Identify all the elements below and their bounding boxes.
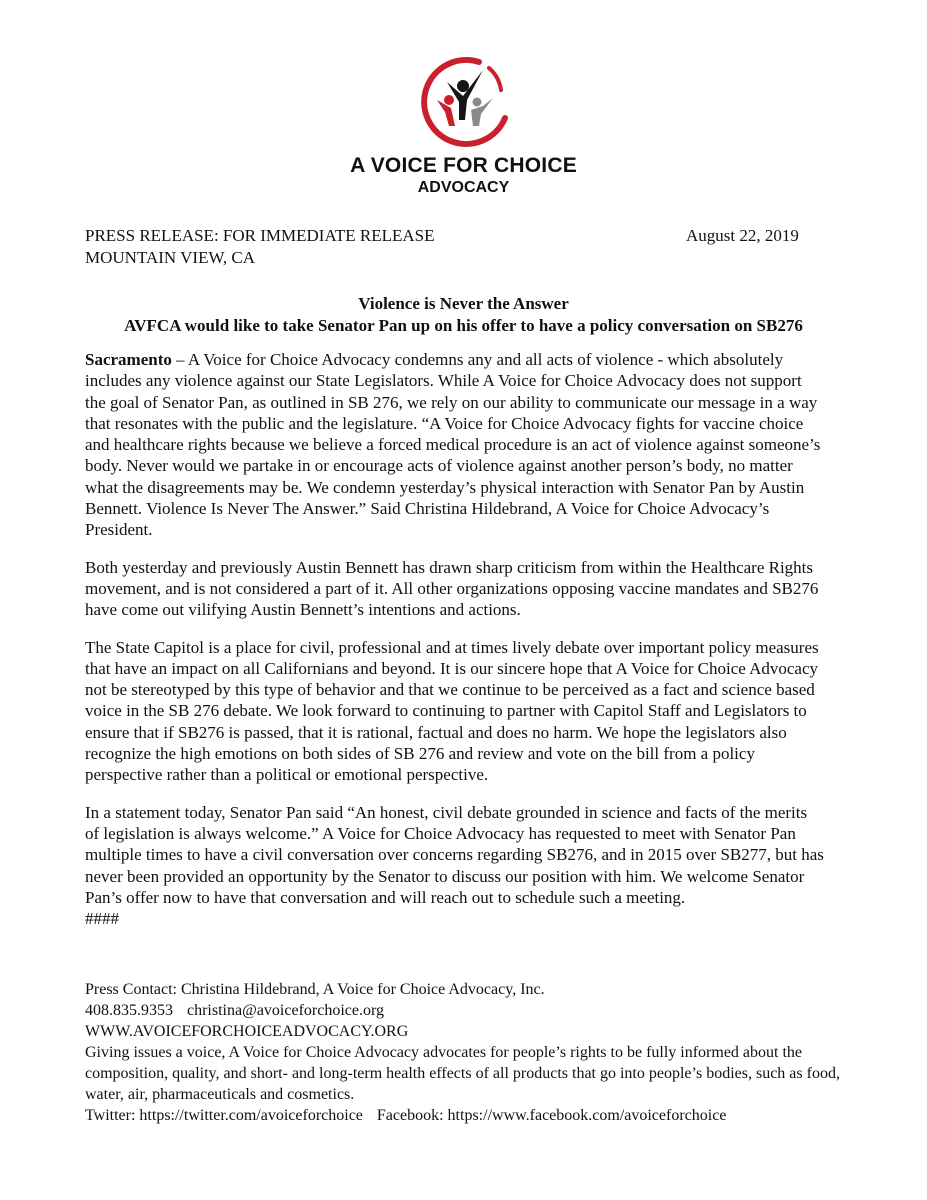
contact-block	[85, 979, 845, 1126]
headline-sub: AVFCA would like to take Senator Pan up on his offer to have a policy conversation on SB276	[124, 316, 803, 335]
contact-phone: 408.835.9353	[85, 1002, 173, 1019]
contact-email-link[interactable]: christina@avoiceforchoice.org	[187, 1002, 385, 1019]
mission-statement: Giving issues a voice, A Voice for Choice Advocacy advocates for people’s rights to be fully informed about the composition, quality, and short- and long-term health effects of all products that go into people’s bodies, such as food, water, air, pharmaceuticals and cosmetics.	[85, 1044, 840, 1103]
paragraph-3: The State Capitol is a place for civil, professional and at times lively debate over important policy measures that have an impact on all Californians and beyond. It is our sincere hope that A Voice for Choice Advocacy not be stereotyped by this type of behavior and that we continue to be perceived as a fact and science based voice in the SB 276 debate. We look forward to continuing to partner with Capitol Staff and Legislators to ensure that if SB276 is passed, that it is rational, factual and does no harm. We hope the legislators also recognize the high emotions on both sides of SB 276 and review and vote on the bill from a policy perspective rather than a political or emotional perspective.	[85, 637, 819, 785]
social-links-row	[85, 1105, 845, 1126]
release-line: PRESS RELEASE: FOR IMMEDIATE RELEASE	[85, 226, 435, 245]
dateline: Sacramento	[85, 350, 172, 369]
contact-phone-email-row	[85, 1000, 845, 1021]
paragraph-1	[85, 349, 825, 541]
website-link[interactable]: WWW.AVOICEFORCHOICEADVOCACY.ORG	[85, 1023, 409, 1040]
paragraph-2: Both yesterday and previously Austin Bennett has drawn sharp criticism from within the Healthcare Rights movement, and is not considered a part of it. All other organizations opposing vaccine mandates and SB276 have come out vilifying Austin Bennett’s intentions and actions.	[85, 557, 819, 620]
org-logo	[0, 56, 927, 246]
paragraph-4: In a statement today, Senator Pan said “An honest, civil debate grounded in science and facts of the merits of legislation is always welcome.” A Voice for Choice Advocacy has requested to meet with Senator Pan multiple times to have a civil conversation over concerns regarding SB276, and in 2015 over SB277, but has never been provided an opportunity by the Senator to discuss our position with him. We welcome Senator Pan’s offer now to have that conversation and will reach out to schedule such a meeting.	[85, 802, 824, 907]
org-name-line2: ADVOCACY	[417, 179, 510, 196]
press-contact: Press Contact: Christina Hildebrand, A Voice for Choice Advocacy, Inc.	[85, 981, 545, 998]
twitter-link[interactable]: Twitter: https://twitter.com/avoiceforchoice	[85, 1107, 363, 1124]
release-body	[85, 349, 825, 929]
org-name-line1: A VOICE FOR CHOICE	[350, 154, 577, 177]
facebook-link[interactable]: Facebook: https://www.facebook.com/avoiceforchoice	[376, 1107, 727, 1124]
end-mark: ####	[85, 909, 119, 929]
release-date: August 22, 2019	[686, 226, 799, 245]
release-location: MOUNTAIN VIEW, CA	[85, 248, 256, 267]
paragraph-1-text: – A Voice for Choice Advocacy condemns any and all acts of violence - which absolutely includes any violence against our State Legislators. While A Voice for Choice Advocacy does not support the goal of Senator Pan, as outlined in SB 276, we rely on our ability to communicate our message in a way that resonates with the public and the legislature. “A Voice for Choice Advocacy fights for vaccine choice and healthcare rights because we believe a forced medical procedure is an act of violence against someone’s body. Never would we partake in or encourage acts of violence against another person’s body, no matter what the disagreements may be. We condemn yesterday’s physical interaction with Senator Pan by Austin Bennett. Violence Is Never The Answer.” Said Christina Hildebrand, A Voice for Choice Advocacy’s President.	[85, 350, 821, 540]
headline-main: Violence is Never the Answer	[358, 294, 569, 313]
org-logo-icon	[409, 56, 519, 148]
headline	[0, 293, 927, 337]
release-header	[85, 225, 434, 269]
